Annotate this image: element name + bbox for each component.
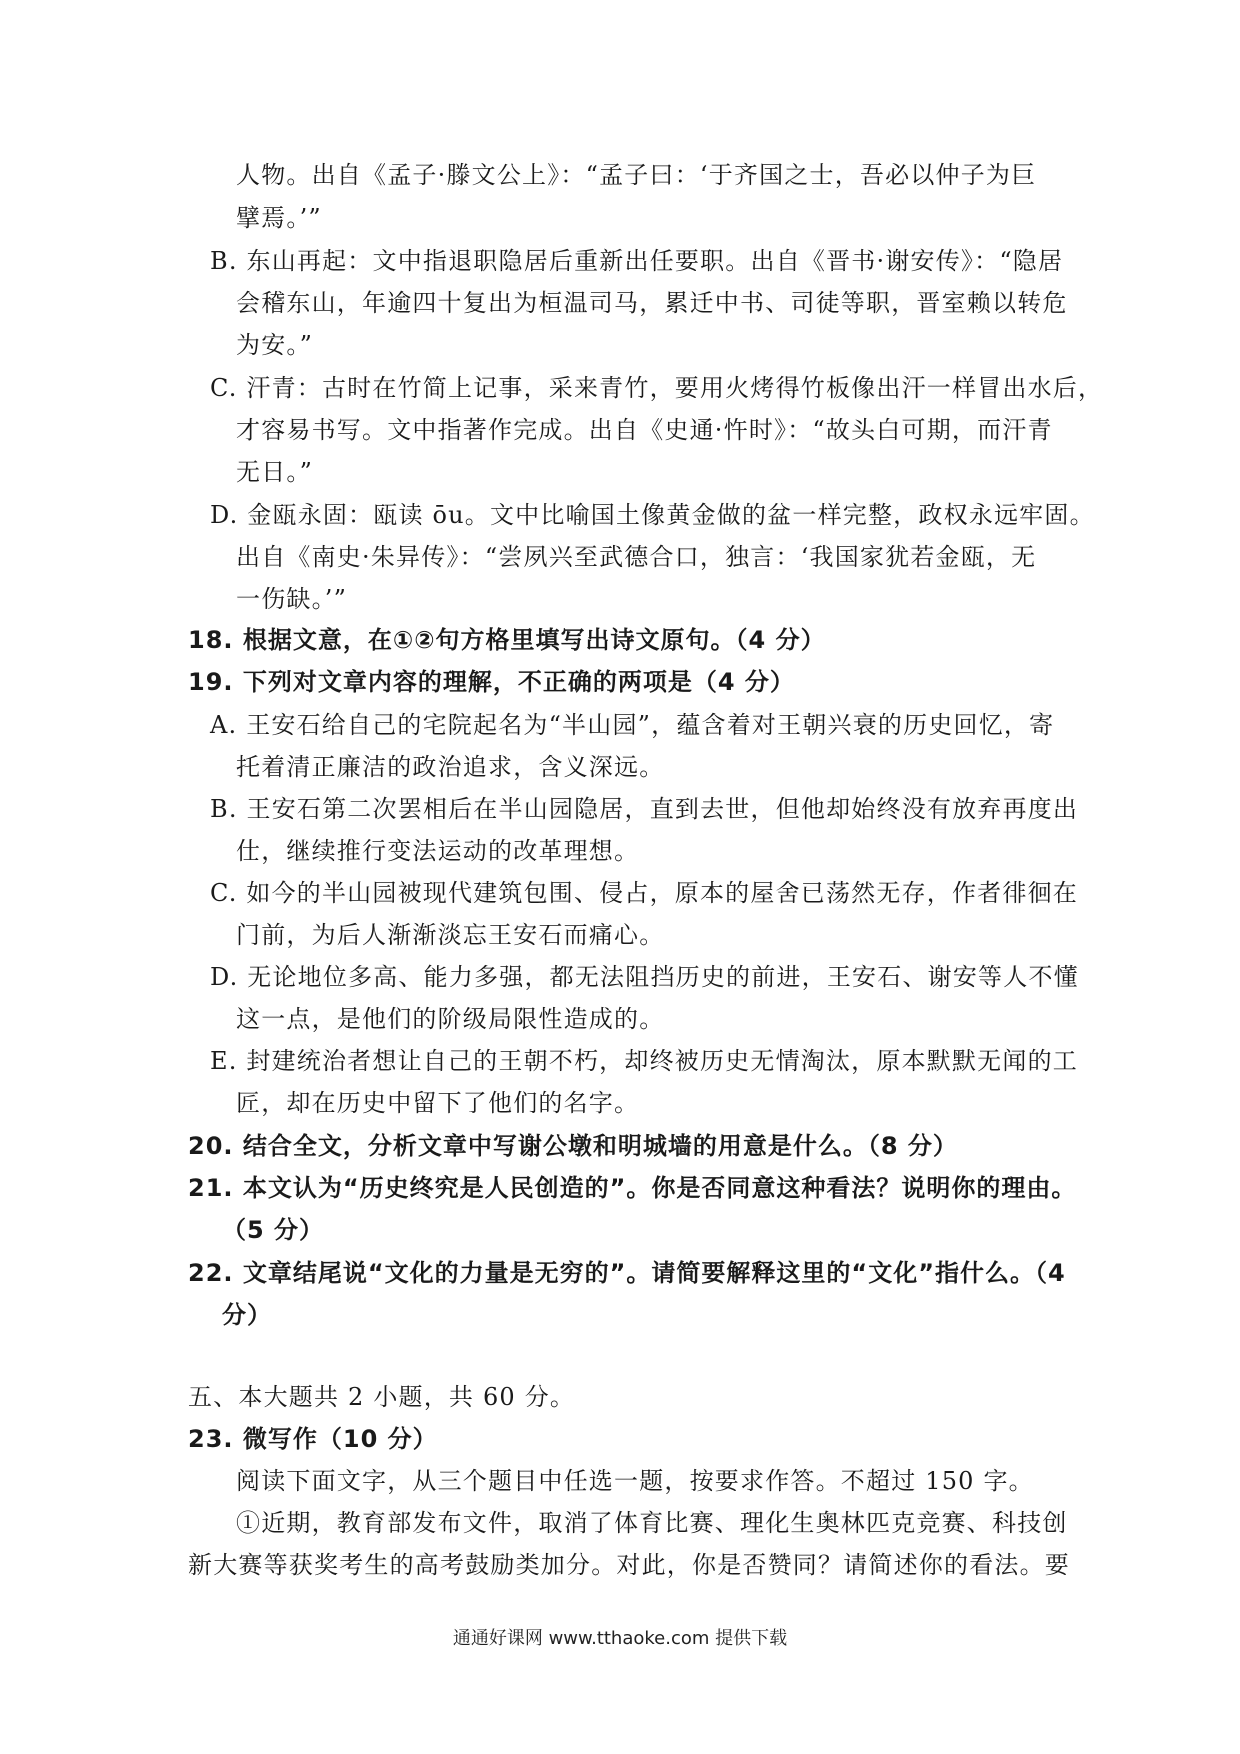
option-c-line-1: C. 汗青：古时在竹简上记事，采来青竹，要用火烤得竹板像出汗一样冒出水后，: [210, 374, 1104, 402]
option-c-line-2: 才容易书写。文中指著作完成。出自《史通·忤时》：“故头白可期，而汗青: [236, 416, 1053, 444]
option-d-line-1: D. 金瓯永固：瓯读 ōu。文中比喻国土像黄金做的盆一样完整，政权永远牢固。: [210, 501, 1095, 529]
page-footer: 通通好课网 www.tthaoke.com 提供下载: [452, 1628, 788, 1649]
question-22-line-1: 22. 文章结尾说“文化的力量是无穷的”。请简要解释这里的“文化”指什么。（4: [188, 1259, 1066, 1287]
q19-option-c-line-1: C. 如今的半山园被现代建筑包围、侵占，原本的屋舍已荡然无存，作者徘徊在: [210, 879, 1078, 907]
option-c-line-3: 无日。”: [236, 458, 314, 486]
question-23-item-1-line-2: 新大赛等获奖考生的高考鼓励类加分。对此，你是否赞同？请简述你的看法。要: [188, 1551, 1070, 1579]
option-d-line-2: 出自《南史·朱异传》：“尝夙兴至武德合口，独言：‘我国家犹若金瓯，无: [236, 543, 1037, 571]
option-a-line-1: 人物。出自《孟子·滕文公上》：“孟子曰：‘于齐国之士，吾必以仲子为巨: [236, 161, 1037, 189]
option-a-line-2: 擘焉。’”: [236, 204, 322, 232]
q19-option-c-line-2: 门前，为后人渐渐淡忘王安石而痛心。: [236, 921, 665, 949]
option-d-line-3: 一伤缺。’”: [236, 585, 348, 613]
q19-option-b-line-1: B. 王安石第二次罢相后在半山园隐居，直到去世，但他却始终没有放弃再度出: [210, 795, 1079, 823]
q19-option-d-line-1: D. 无论地位多高、能力多强，都无法阻挡历史的前进，王安石、谢安等人不懂: [210, 963, 1079, 991]
question-21-line-1: 21. 本文认为“历史终究是人民创造的”。你是否同意这种看法？说明你的理由。: [188, 1174, 1077, 1202]
question-23-intro: 阅读下面文字，从三个题目中任选一题，按要求作答。不超过 150 字。: [236, 1467, 1034, 1495]
option-b-line-2: 会稽东山，年逾四十复出为桓温司马，累迁中书、司徒等职，晋室赖以转危: [236, 289, 1068, 317]
q19-option-d-line-2: 这一点，是他们的阶级局限性造成的。: [236, 1005, 665, 1033]
q19-option-a-line-2: 托着清正廉洁的政治追求，含义深远。: [236, 753, 665, 781]
q19-option-a-line-1: A. 王安石给自己的宅院起名为“半山园”，蕴含着对王朝兴衰的历史回忆，寄: [210, 711, 1055, 739]
option-b-line-1: B. 东山再起：文中指退职隐居后重新出任要职。出自《晋书·谢安传》：“隐居: [210, 247, 1064, 275]
question-20: 20. 结合全文，分析文章中写谢公墩和明城墙的用意是什么。（8 分）: [188, 1132, 958, 1160]
question-23: 23. 微写作（10 分）: [188, 1425, 438, 1453]
section-5-heading: 五、本大题共 2 小题，共 60 分。: [188, 1383, 576, 1411]
q19-option-e-line-1: E. 封建统治者想让自己的王朝不朽，却终被历史无情淘汰，原本默默无闻的工: [210, 1047, 1078, 1075]
question-21-line-2: （5 分）: [222, 1216, 325, 1244]
question-22-line-2: 分）: [222, 1301, 272, 1329]
q19-option-e-line-2: 匠，却在历史中留下了他们的名字。: [236, 1089, 640, 1117]
option-b-line-3: 为安。”: [236, 331, 314, 359]
q19-option-b-line-2: 仕，继续推行变法运动的改革理想。: [236, 837, 640, 865]
question-23-item-1-line-1: ①近期，教育部发布文件，取消了体育比赛、理化生奥林匹克竞赛、科技创: [236, 1509, 1068, 1537]
question-19: 19. 下列对文章内容的理解，不正确的两项是（4 分）: [188, 668, 795, 696]
question-18: 18. 根据文意，在①②句方格里填写出诗文原句。（4 分）: [188, 626, 826, 654]
